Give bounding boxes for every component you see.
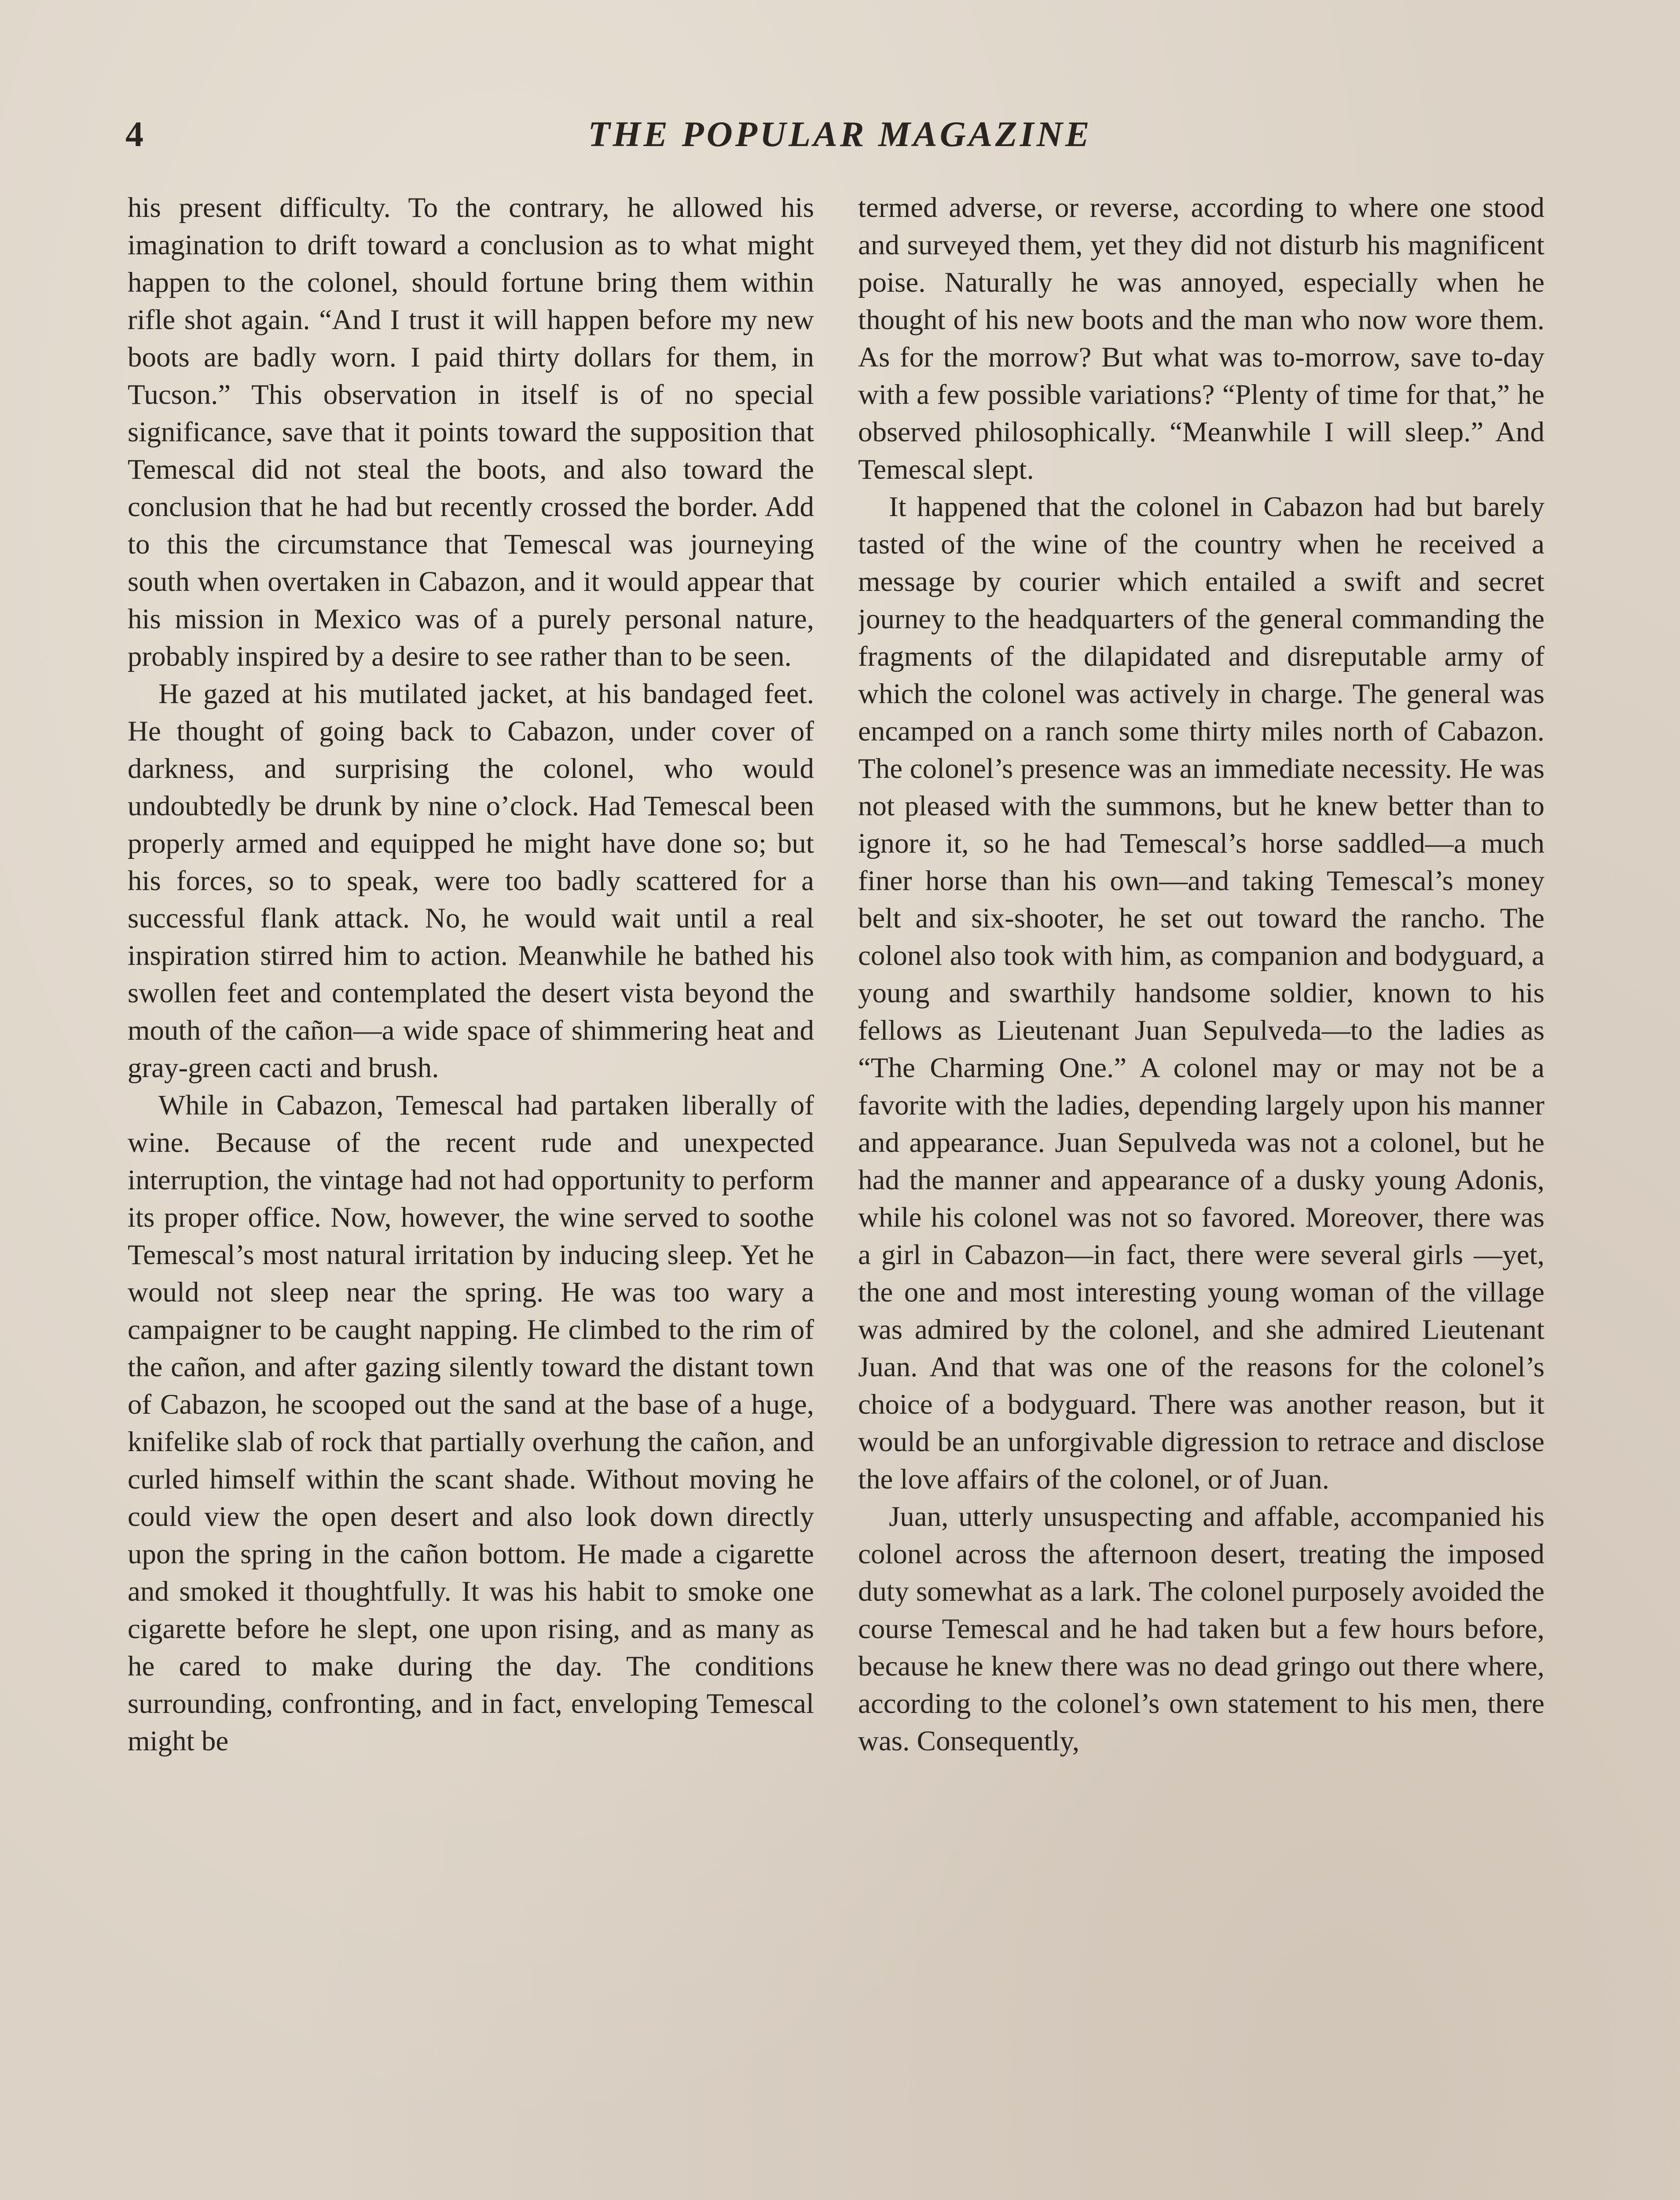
paragraph: his present difficulty. To the contrary, he allowed his imagination to drift toward a conclusion as to what might happen to the colonel, should fortune bring them within rifle shot again. “And I trust it will happen before my new boots are badly worn. I paid thirty dollars for them, in Tucson.” This observation in itself is of no special significance, save that it points toward the supposition that Temescal did not steal the boots, and also toward the conclusion that he had but recently crossed the border. Add to this the circumstance that Temescal was journeying south when overtaken in Cabazon, and it would appear that his mission in Mexico was of a purely personal nature, probably inspired by a desire to see rather than to be seen. <box>128 192 814 672</box>
left-column <box>128 189 814 2200</box>
page-header <box>0 110 1680 158</box>
paragraph: Juan, utterly unsuspecting and affable, accompanied his colonel across the afternoon desert, treating the imposed duty somewhat as a lark. The colonel purposely avoided the course Temescal and he had taken but a few hours before, because he knew there was no dead gringo out there where, according to the colonel’s own statement to his men, there was. Consequently, <box>858 1501 1544 1757</box>
page-number: 4 <box>125 114 143 154</box>
right-column <box>858 189 1544 2200</box>
paragraph: While in Cabazon, Temescal had partaken liberally of wine. Because of the recent rude and unexpected interruption, the vintage had not had opportunity to perform its proper office. Now, however, the wine served to soothe Temescal’s most natural irritation by inducing sleep. Yet he would not sleep near the spring. He was too wary a campaigner to be caught napping. He climbed to the rim of the cañon, and after gazing silently toward the distant town of Cabazon, he scooped out the sand at the base of a huge, knifelike slab of rock that partially overhung the cañon, and curled himself within the scant shade. Without moving he could view the open desert and also look down directly upon the spring in the cañon bottom. He made a cigarette and smoked it thoughtfully. It was his habit to smoke one cigarette before he slept, one upon rising, and as many as he cared to make during the day. The conditions surrounding, confronting, and in fact, enveloping Temescal might be <box>128 1089 814 1757</box>
paragraph: termed adverse, or reverse, according to where one stood and surveyed them, yet they did not disturb his magnificent poise. Naturally he was annoyed, especially when he thought of his new boots and the man who now wore them. As for the morrow? But what was to-morrow, save to-day with a few possible variations? “Plenty of time for that,” he observed philosophically. “Meanwhile I will sleep.” And Temescal slept. <box>858 192 1544 485</box>
running-title: THE POPULAR MAGAZINE <box>588 114 1092 154</box>
paragraph: He gazed at his mutilated jacket, at his bandaged feet. He thought of going back to Cabazon, under cover of darkness, and surprising the colonel, who would undoubtedly be drunk by nine o’clock. Had Temescal been properly armed and equipped he might have done so; but his forces, so to speak, were too badly scattered for a successful flank attack. No, he would wait until a real inspiration stirred him to action. Meanwhile he bathed his swollen feet and contemplated the desert vista beyond the mouth of the cañon—a wide space of shimmering heat and gray-green cacti and brush. <box>128 678 814 1084</box>
paragraph: It happened that the colonel in Cabazon had but barely tasted of the wine of the country when he received a message by courier which entailed a swift and secret journey to the headquarters of the general commanding the fragments of the dilapidated and disreputable army of which the colonel was actively in charge. The general was encamped on a ranch some thirty miles north of Cabazon. The colonel’s presence was an immediate necessity. He was not pleased with the summons, but he knew better than to ignore it, so he had Temescal’s horse saddled—a much finer horse than his own—and taking Temescal’s money belt and six-shooter, he set out toward the rancho. The colonel also took with him, as companion and bodyguard, a young and swarthily handsome soldier, known to his fellows as Lieutenant Juan Sepulveda—to the ladies as “The Charming One.” A colonel may or may not be a favorite with the ladies, depending largely upon his manner and appearance. Juan Sepulveda was not a colonel, but he had the manner and appearance of a dusky young Adonis, while his colonel was not so favored. Moreover, there was a girl in Cabazon—in fact, there were several girls —yet, the one and most interesting young woman of the village was admired by the colonel, and she admired Lieutenant Juan. And that was one of the reasons for the colonel’s choice of a bodyguard. There was another reason, but it would be an unforgivable digression to retrace and disclose the love affairs of the colonel, or of Juan. <box>858 491 1544 1495</box>
